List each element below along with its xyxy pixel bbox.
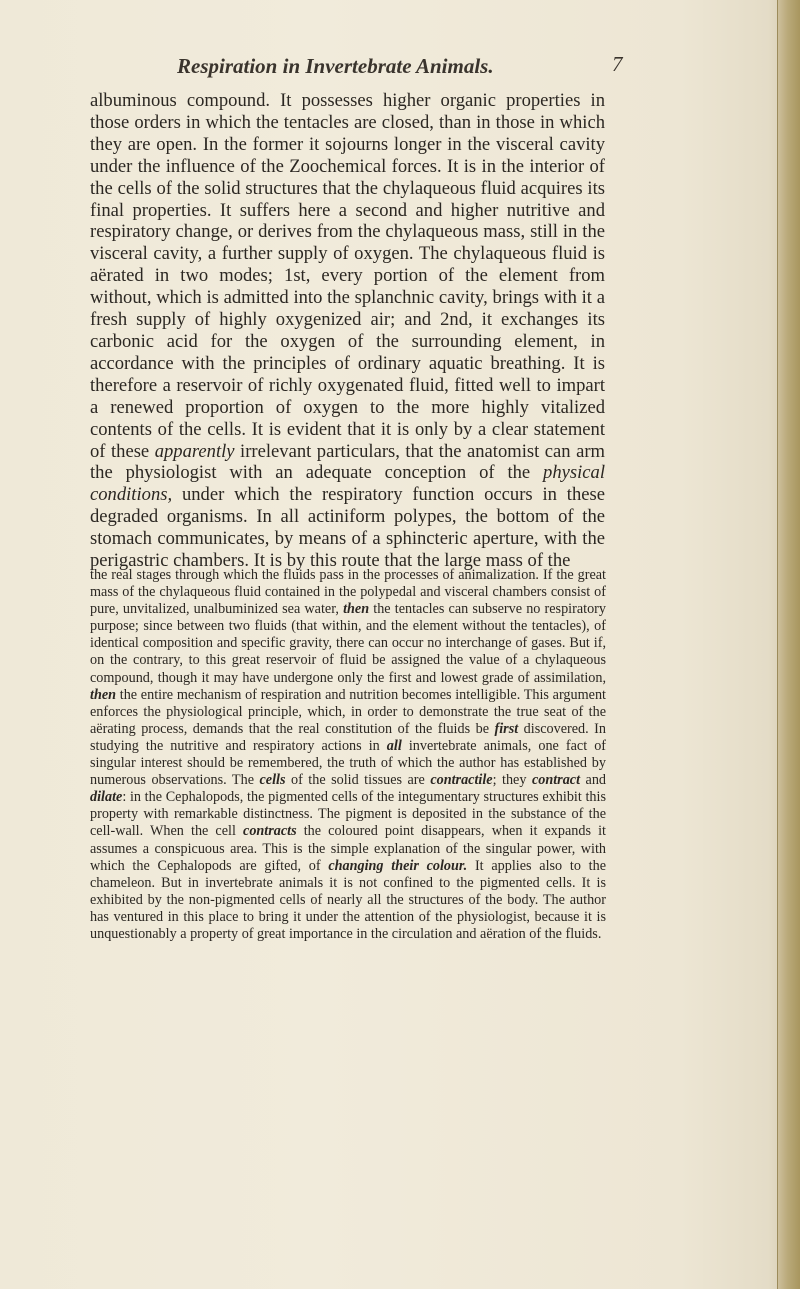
note-text-segment: of the solid tissues are: [285, 772, 431, 789]
note-text-segment: discovered. In studying the nutritive and respiratory actions in: [90, 720, 607, 754]
note-text-emphasis: contracts: [243, 823, 297, 840]
note-text-emphasis: all: [386, 737, 402, 754]
note-text-segment: ; they: [492, 772, 532, 789]
page-number: 7: [612, 52, 623, 76]
main-text-emphasis: physical conditions,: [90, 462, 605, 506]
note-text-emphasis: changing their colour.: [328, 857, 468, 874]
note-text-segment: the coloured point disappears, when it expands it assumes a conspicuous area. This is the simple explanation of the singular power, with which the Cephalopods are gifted, of: [90, 823, 606, 874]
note-text-emphasis: then: [343, 601, 370, 618]
note-text-segment: invertebrate animals, one fact of singular interest should be remembered, the truth of which the author has established by numerous observations. The: [90, 737, 607, 789]
main-text-segment: irrelevant particulars, that the anatomist can arm the physiologist with an adequate conception of the: [90, 440, 605, 484]
note-text-emphasis: cells: [259, 772, 286, 789]
main-text-emphasis: apparently: [154, 440, 235, 462]
main-text-segment: albuminous compound. It possesses higher organic properties in those orders in which the tentacles are closed, than in those in which they are open. In the former it sojourns longer in the visceral cavity under the influence of the Zoochemical forces. It is in the interior of the cells of the solid structures that the chylaqueous fluid acquires its final properties. It suffers here a second and higher nutritive and respiratory change, or derives from the chylaqueous mass, still in the visceral cavity, a further supply of oxygen. The chylaqueous fluid is aërated in two modes; 1st, every portion of the element from without, which is admitted into the splanchnic cavity, brings with it a fresh supply of highly oxygenized air; and 2nd, it exchanges its carbonic acid for the oxygen of the surrounding element, in accordance with the principles of ordinary aquatic breathing. It is therefore a reservoir of richly oxygenated fluid, fitted well to impart a renewed proportion of oxygen to the more highly vitalized contents of the cells. It is evident that it is only by a clear statement of these: [90, 90, 605, 462]
main-text-segment: under which the respiratory function occurs in these degraded organisms. In all actiniform polypes, the bottom of the stomach communicates, by means of a sphincteric aperture, with the perigastric chambers. It is by this route that the large mass of the: [90, 484, 605, 572]
note-text-emphasis: contract: [531, 772, 581, 789]
footnote-paragraph: [90, 567, 606, 943]
note-text-segment: : in the Cephalopods, the pigmented cells of the integumentary structures exhibit this property with remarkable distinctness. The pigment is deposited in the substance of the cell-wall. When the cell: [90, 789, 606, 840]
note-text-emphasis: first: [494, 720, 519, 737]
note-text-segment: the real stages through which the fluids pass in the processes of animalization. If the great mass of the chylaqueous fluid contained in the polypedal and visceral chambers consist of pure, unvitalized, unalbuminized sea water,: [90, 567, 606, 618]
running-title: Respiration in Invertebrate Animals.: [177, 54, 494, 78]
note-text-emphasis: then: [90, 686, 117, 703]
note-text-segment: the entire mechanism of respiration and nutrition becomes intelligible. This argument enforces the physiological principle, which, in order to demonstrate the true seat of the aërating process, demands that the real constitution of the fluids be: [90, 686, 606, 737]
main-paragraph: [90, 90, 605, 572]
note-text-emphasis: contractile: [430, 772, 493, 789]
note-text-segment: It applies also to the chameleon. But in invertebrate animals it is not confined to the pigmented cells. It is exhibited by the non-pigmented cells of nearly all the structures of the body. The author has ventured in this place to bring it under the attention of the physiologist, because it is unquestionably a property of great importance in the circulation and aëration of the fluids.: [90, 857, 606, 942]
page-edge: [777, 0, 800, 1289]
note-text-segment: and: [580, 772, 607, 789]
note-text-emphasis: dilate: [90, 789, 123, 806]
note-text-segment: the tentacles can subserve no respiratory purpose; since between two fluids (that within, and the element without the tentacles), of identical composition and specific gravity, there can occur no interchange of gases. But if, on the contrary, to this great reservoir of fluid be assigned the value of a chylaqueous compound, though it may have undergone only the first and lowest grade of assimilation,: [90, 601, 606, 686]
